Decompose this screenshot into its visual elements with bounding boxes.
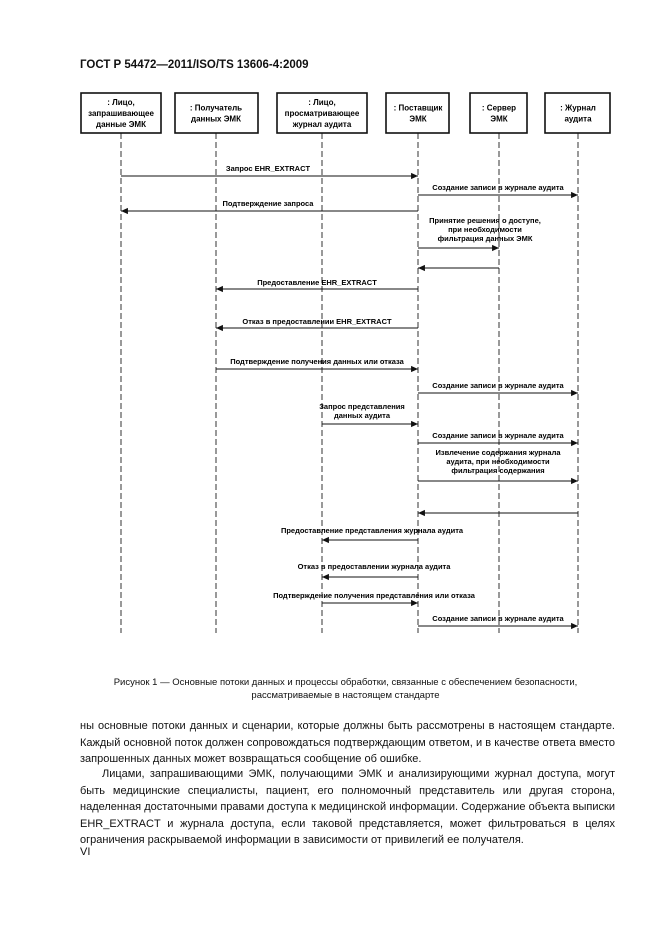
message-m6-label: Предоставление EHR_EXTRACT	[257, 278, 377, 287]
lifeline-requester-label: запрашивающее	[88, 109, 154, 118]
message-m12	[418, 448, 578, 481]
figure-caption	[80, 676, 611, 702]
message-m4-label: фильтрация данных ЭМК	[437, 234, 533, 243]
message-m15-label: Отказ в предоставлении журнала аудита	[297, 562, 451, 571]
caption-line-1: Рисунок 1 — Основные потоки данных и процессы обработки, связанные с обеспечением безопасности,	[113, 677, 578, 688]
message-m2	[418, 183, 578, 195]
message-m17-label: Создание записи в журнале аудита	[432, 614, 564, 623]
message-m2-label: Создание записи в журнале аудита	[432, 183, 564, 192]
message-m10-label: Запрос представления	[319, 402, 405, 411]
message-m8	[216, 357, 418, 369]
lifeline-reviewer-label: просматривающее	[284, 109, 360, 118]
lifeline-requester-label: данные ЭМК	[96, 120, 146, 129]
lifeline-reviewer-label: журнал аудита	[292, 120, 352, 129]
lifeline-recipient-label: данных ЭМК	[191, 114, 241, 124]
lifeline-server-box	[470, 93, 527, 133]
lifeline-recipient-label: : Получатель	[189, 103, 243, 113]
message-m3	[121, 199, 418, 211]
message-m12-label: аудита, при необходимости	[446, 457, 550, 466]
message-m7	[216, 317, 418, 328]
message-m16-label: Подтверждение получения представления или отказа	[273, 591, 475, 600]
message-m9	[418, 381, 578, 393]
lifeline-log	[545, 93, 610, 633]
message-m16	[273, 591, 476, 603]
lifeline-requester	[81, 93, 161, 633]
message-m4	[418, 216, 541, 248]
lifeline-server	[470, 93, 527, 633]
body-paragraph-2: Лицами, запрашивающими ЭМК, получающими ЭМК и анализирующими журнал доступа, могут быть медицинские специалисты, пациент, его полномочный представитель или другая сторона, наделенная достаточными правами доступа к медицинской информации. Содержание объекта выписки EHR_EXTRACT и журнала доступа, если таковой представляется, может фильтроваться в целях ограничения раскрываемой информации в зависимости от привилегий ее получателя.	[80, 768, 615, 846]
page-number: VI	[80, 846, 91, 858]
message-m3-label: Подтверждение запроса	[222, 199, 314, 208]
message-m7-label: Отказ в предоставлении EHR_EXTRACT	[242, 317, 392, 326]
message-m11	[418, 431, 578, 443]
lifeline-provider-label: ЭМК	[409, 114, 427, 124]
message-m17	[418, 614, 578, 626]
message-m12-label: фильтрация содержания	[451, 466, 545, 475]
message-m10	[319, 402, 418, 424]
message-m15	[298, 562, 452, 577]
message-m1-label: Запрос EHR_EXTRACT	[225, 164, 311, 173]
message-m6	[216, 278, 418, 289]
message-m14-label: Предоставление представления журнала аудита	[280, 526, 464, 535]
message-m14	[281, 526, 464, 540]
message-m12-label: Извлечение содержания журнала	[435, 448, 561, 457]
lifeline-recipient-box	[175, 93, 258, 133]
lifeline-provider-label: : Поставщик	[393, 103, 443, 113]
message-m4-label: при необходимости	[448, 225, 522, 234]
lifeline-provider-box	[386, 93, 449, 133]
message-m1	[121, 164, 418, 176]
lifeline-server-label: : Сервер	[481, 103, 517, 113]
lifeline-server-label: ЭМК	[490, 114, 508, 124]
message-m9-label: Создание записи в журнале аудита	[432, 381, 564, 390]
body-paragraph-1: ны основные потоки данных и сценарии, которые должны быть рассмотрены в настоящем стандарте. Каждый основной поток должен сопровождаться подтверждающим ответом, и в качестве ответа вместо запрошенных данных может возвращаться сообщение об ошибке.	[80, 720, 615, 765]
lifeline-log-label: аудита	[564, 114, 592, 124]
message-m4-label: Принятие решения о доступе,	[429, 216, 541, 225]
lifeline-log-label: : Журнал	[560, 103, 596, 113]
lifeline-log-box	[545, 93, 610, 133]
message-m8-label: Подтверждение получения данных или отказа	[230, 357, 404, 366]
message-m11-label: Создание записи в журнале аудита	[432, 431, 564, 440]
document-header: ГОСТ Р 54472—2011/ISO/TS 13606-4:2009	[80, 59, 309, 71]
message-m10-label: данных аудита	[333, 411, 391, 420]
caption-line-2: рассматриваемые в настоящем стандарте	[251, 690, 440, 701]
lifeline-requester-label: : Лицо,	[107, 98, 135, 107]
lifeline-reviewer-label: : Лицо,	[308, 98, 336, 107]
